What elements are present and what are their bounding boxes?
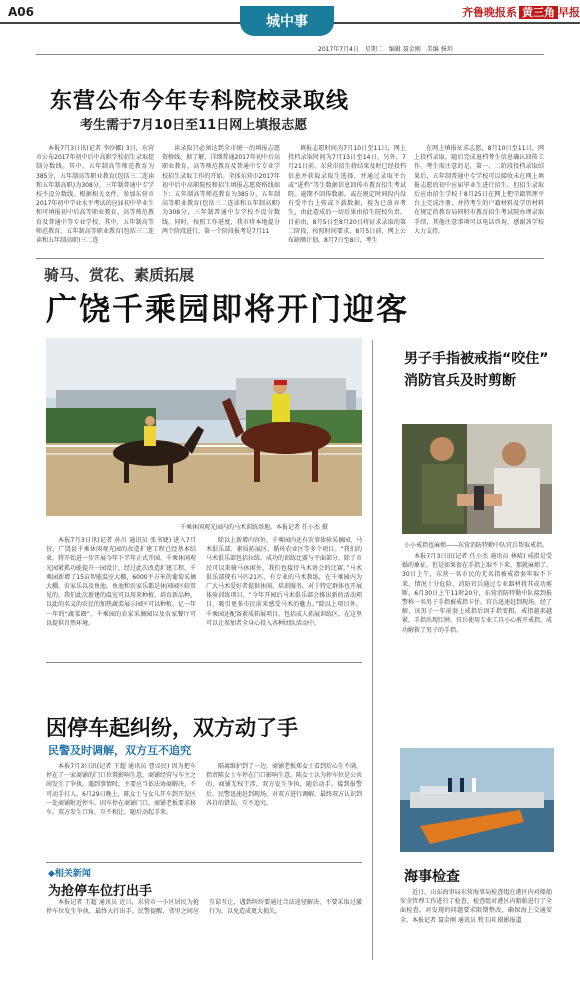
section-rule-3 <box>46 862 362 863</box>
story2-kicker: 骑马、赏花、素质拓展 <box>44 266 195 284</box>
story4-col1: 本报7月3日讯(记者 王超 通讯员 曹议民) 因为把车停在了一家商铺的门口位置影响生意，商铺经营与车主之间发生了争执。遇到事情时，主要应当依法协商解决，不可动手打人。6月29日晚上，陈女士与女儿开车到开发区一处商铺附近停车，因车停在商铺门口，商铺老板要求移车，双方发生口角，互不相让，随后动起手来。 <box>46 763 196 817</box>
story1-col4: 在网上填报征求志愿，8月10日至11日，网上投档录取，随后完成退档考生信息确认回传工作。考生需注意的是，第一、二阶段投档录取结果后，五年制普通中专学校可以接收未在网上填报志愿的初中应届毕业生进行招生，但招生录取后应由招生学校于8月25日在网上把学籍管理平台上完成注册，并持考生的户籍材料及学历材料在规定的教育局同时市教育招生考试院办理录取手续，其他注意事项可以电话咨询，感谢各学校大力支持。 <box>414 145 544 235</box>
story5-headline: 为抢停车位打出手 <box>48 884 153 899</box>
page-number: A06 <box>8 5 34 19</box>
story5-body: 本报记者 王超 通讯员 近日，东营市一小区居民为抢停车位发生争执，最终大打出手。民警提醒，邻里之间应互谅互让，遇到纠纷要通过合法途径解决，不要采取过激行为，以免造成更大损失。 <box>46 899 362 916</box>
meta-rule <box>36 54 544 55</box>
story6-headline: 海事检查 <box>404 869 460 885</box>
story3-body: 本报7月3日讯(记者 任小杰 通讯员 林晴) 戒指是受婚的象征，但是如果套在手指上取不下来，那就麻烦了。30日上午，东营一名市民的无名指被戒指套牢取不下来，情况十分危险，消防官兵通过专业器材将其成功剪断。6月30日上午11时20分，东营消防特勤中队接到报警称一名男子手指被戒指卡住。官兵迅速赶到现场，经了解，该男子一年前套上戒指后因手指变粗，戒指越来越紧，手指出现红肿。官兵使用专业工具小心剪开戒指，成功解救了男子的手指。 <box>402 553 552 634</box>
story3-headline: 男子手指被戒指“咬住” <box>404 351 549 367</box>
story2-caption: 千乘休闲观光园内的马术训练基地。本报记者 任小杰 摄 <box>180 524 328 531</box>
story2-headline: 广饶千乘园即将开门迎客 <box>46 292 409 328</box>
horse-photo <box>46 338 362 516</box>
newspaper-logo: 齐鲁晚报系 黄三角 早报 <box>462 6 580 19</box>
story1-col3: 填报志愿时间为7月10日至11日，网上投档录取时间为7月13日至14日，另外，7月21日前，东营市招生将结果及时已经投档信息并获取录取生选择，并通过录取平台或“进档”等生数据信息回传市教育招生考试院。逾期不回传数据，或在规定时间段内没有受平台上传或下载数据，视为已放弃考生，由此造成的一切后果由招生院校负责。目前由，8月5日至8月20日将征求录取的第二阶段，按照时间要求，8月5日前，网上公布缺额计划，8月7日至8日，考生 <box>288 145 406 245</box>
story4-col2: 隔离维护到了一边。商铺老板郑女士看到后心生不满，指责陈女士车停在门口影响生意。陈女士认为停车位是公共的，商铺无权干涉，双方发生争执，随后动手。接到报警后，民警迅速赶到现场，对双方进行调解，最终双方认识到各自的错误，互不追究。 <box>206 763 362 807</box>
section-rule-1 <box>36 258 544 259</box>
column-divider <box>372 340 373 960</box>
section-rule-2 <box>46 662 362 663</box>
story1-col2: 读录取只必须达到全市统一的填报志愿资格线。据了解，详细普通2017年初中后高职业教育、高等师范教育及普通中专专业学校招生录取工作的开始。全体东营市2017年初中后中高职院校和招生填报志愿资格线如下：五年制高等师范教育为385分，五年制高等职业教育(包括三二连读和五年制高职)为308分，三年制普通中专学校不设分数线。同时，按照工作进度，我市将本地提分两个阶段进行，第一个阶段报考是7月11 <box>162 145 280 235</box>
related-news-tag: ◆相关新闻 <box>48 869 91 879</box>
story2-col2: 除以上新增内容外，千乘园内还有农事体验采摘园、马术俱乐部、素质拓展区、循环农业区等多个项目。“我们的马术俱乐部包括拉练、成功的训练比赛与平面部分，除了市民可以来骑马休闲外，我们也接待马术协会的比赛。”马术俱乐部现有马匹21匹，有专业的马术教练，在千乘园内为广大马术爱好者提供休闲、培训服务，对于特定群体也开展体验训练项目。“今年开园后马术俱乐部会推出新的活动项目，吸引更多市民前来感受马术的魅力。”除以上项目外，千乘园还配备素质拓展项目，包括成人拓展训练区，在这里可以让参加者全身心投入各种团队活动中。 <box>206 537 362 627</box>
maritime-photo <box>400 748 554 852</box>
section-tab: 城中事 <box>240 6 334 36</box>
story1-headline: 东营公布今年专科院校录取线 <box>50 89 350 114</box>
date-line: 2017年7月4日 星期二 编辑 聂金刚 美编 杨玥 <box>318 46 453 53</box>
story2-col1: 本报7月3日讯(记者 孙川 通讯员 张书婕) 进入7月份，广饶县千乘休闲观光园的改造扩建工程已经基本结束，将开始进一步开展今年下半年正式开园。千乘休闲观光园紧抓功能提升一园设计，经过此次改造扩建工程，千乘园新增了15亩智能温室大棚，6000平方米的葡萄采摘大棚，农家乐以及鱼池。鱼池和农家乐都是休闲园区较常见的，我们此次新建的温室可以用来种植、培育新品种，以此的名义的农民的加热蔬菜展示园区可以种植，亿一年一年的“蔬菜圈”，千乘园的农家采摘园以及农家餐厅可以提供自然环境。 <box>46 537 196 627</box>
story1-subhead: 考生需于7月10日至11日网上填报志愿 <box>80 118 308 133</box>
story1-col1: 本报7月3日讯(记者 李沙娜) 3日，东营市公布2017年初中后中高职学校招生录取控制分数线。其中，五年制高等师范教育为385分，五年制高等职业教育(包括三二连读和五年制高职)为308分，三年制普通中专学校不设分数线。根据相关文件，参加东营市2017年初中学业水平考试的应届初中毕业生和可填报初中后高等职业教育、高等师范教育及普通中等专业学校。其中，五年制高等师范教育、五年制高等职业教育(包括三二连读和五年制高职)三二连 <box>36 145 154 245</box>
story3-caption: 小小戒指也麻烦——东营消防特勤中队官兵帮取戒指。 <box>404 542 549 549</box>
story4-headline: 因停车起纠纷，双方动了手 <box>46 716 298 740</box>
story4-subhead: 民警及时调解，双方互不追究 <box>48 744 191 757</box>
ring-photo <box>402 424 552 534</box>
story3-subhead: 消防官兵及时剪断 <box>404 373 516 389</box>
story6-body: 近日，山东海事局东营海事局检查组在港区内对船舶安全管理工作进行了检查，检查组对港区内船舶进行了全面检查，对发现的问题要求限期整改，确保海上交通安全。本报记者 聂金刚 通讯员 牧玉国 摄影报道 <box>400 889 552 924</box>
